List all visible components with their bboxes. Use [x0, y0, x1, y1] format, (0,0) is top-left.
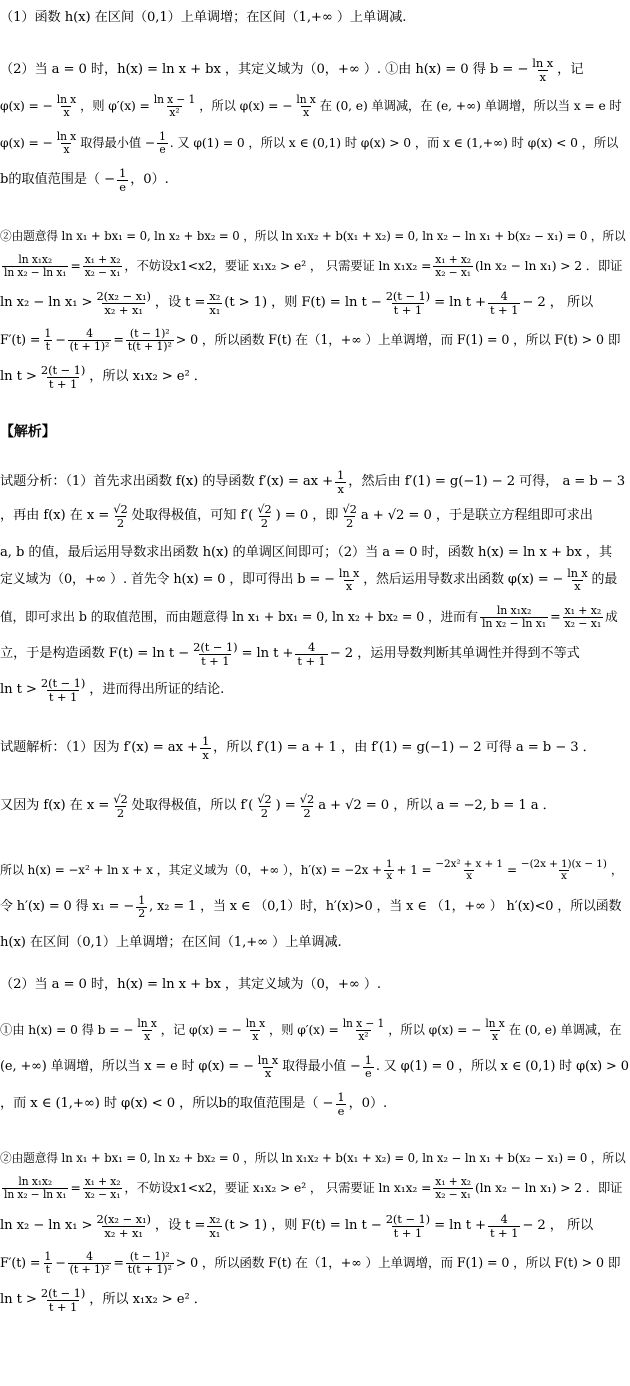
fraction-numerator: ln x [338, 566, 360, 580]
fraction-numerator: 2(t − 1) [385, 289, 431, 304]
fraction-numerator: 4 [500, 289, 508, 304]
fraction-numerator: 1 [44, 326, 52, 340]
fraction [39, 677, 87, 702]
text-run: a, b 的值，最后运用导数求出函数 h(x) 的单调区间即可；（2）当 a = 0 时，函数 h(x) = ln x + bx ，其 [0, 545, 612, 561]
text-run: ，0）. [348, 1096, 388, 1112]
text-run: ，所以 x₁x₂ > e² ． [89, 1292, 207, 1308]
text-run: + 1 = [396, 862, 432, 877]
fraction [483, 1018, 506, 1041]
text-run: 立，于是构造函数 F(t) = ln t − [0, 646, 190, 662]
fraction [94, 290, 152, 315]
fraction-denominator: x² [358, 1029, 369, 1043]
text-run: ①由 h(x) = 0 得 b = − [0, 1022, 134, 1037]
text-run: （1）函数 h(x) 在区间（0,1）上单调增；在区间（1,+∞ ）上单调减. [0, 10, 407, 26]
text-run: h(x) 在区间（0,1）上单调增；在区间（1,+∞ ）上单调减. [0, 935, 342, 951]
text-run: ，所以 φ(x) = − [388, 1022, 482, 1037]
text-run: ，所以 f′(1) = a + 1 ，由 f′(1) = g(−1) − 2 可得 a = b − 3 ． [213, 740, 596, 756]
text-run: ②由题意得 ln x₁ + bx₁ = 0, ln x₂ + bx₂ = 0 ，所以 ln x₁x₂ + b(x₁ + x₂) = 0, ln x₂ − ln x₁ + b(x₂ − x₁) = 0 ，所以 [0, 228, 626, 243]
fraction-numerator: ln x₁x₂ [496, 603, 532, 617]
text-line [0, 786, 630, 826]
text-run: 在 (0, e) 单调减，在 (e, +∞) 单调增，所以当 x = e 时 [319, 98, 622, 113]
fraction [563, 605, 604, 629]
text-run: = [70, 1180, 81, 1195]
fraction-denominator: x₂ − x₁ [84, 265, 121, 279]
fraction-numerator: 1 [364, 1053, 372, 1067]
fraction-denominator: x₂ − x₁ [84, 1187, 121, 1201]
fraction-denominator: ln x₂ − ln x₁ [4, 1187, 67, 1201]
fraction-denominator: t(t + 1)² [127, 1262, 172, 1276]
fraction [433, 1176, 473, 1199]
fraction [2, 1176, 68, 1199]
text-line [0, 160, 630, 200]
fraction [363, 1055, 374, 1080]
text-run: （2）当 a = 0 时，h(x) = ln x + bx ，其定义域为（0，+∞ ）. ①由 h(x) = 0 得 b = − [0, 62, 529, 78]
fraction-denominator: x₂ − x₁ [435, 1187, 471, 1201]
fraction-denominator: x₂ + x₁ [104, 302, 143, 317]
text-run: F′(t) = [0, 1255, 41, 1271]
fraction [335, 1091, 346, 1116]
fraction-denominator: t + 1 [393, 1225, 423, 1240]
fraction-numerator: ln x₁x₂ [18, 1175, 53, 1189]
fraction [55, 131, 78, 154]
text-line [0, 496, 630, 536]
fraction-numerator: ln x − 1 [342, 1017, 385, 1031]
fraction-numerator: ln x [485, 1017, 505, 1031]
text-run: − 2 ， 所以 [522, 1218, 594, 1234]
text-line [0, 1243, 630, 1283]
fraction-denominator: t + 1 [297, 653, 326, 668]
fraction [295, 641, 327, 666]
fraction-numerator: x₁ + x₂ [84, 1175, 121, 1189]
fraction-denominator: 2 [303, 805, 311, 820]
text-run: = ln t + [241, 646, 294, 662]
fraction [126, 328, 174, 352]
text-line [0, 86, 630, 126]
fraction-denominator: x₁ [209, 1225, 221, 1240]
fraction [207, 290, 222, 315]
fraction-denominator: x [202, 747, 209, 762]
text-run: 取得最小值 − [282, 1059, 361, 1075]
fraction-numerator: 1 [385, 857, 393, 870]
fraction-denominator: t + 1 [489, 1225, 519, 1240]
text-run: 值，即可求出 b 的取值范围，而由题意得 ln x₁ + bx₁ = 0, ln x₂ + bx₂ = 0 ，进而有 [0, 609, 479, 625]
text-run: = [113, 1255, 124, 1271]
fraction-numerator: ln x [296, 93, 316, 107]
text-run: ， [610, 862, 623, 877]
fraction-denominator: x₂ + x₁ [104, 1225, 143, 1240]
text-run: ，进而得出所证的结论. [89, 682, 225, 698]
fraction-denominator: x [539, 69, 546, 84]
text-run: 成 [605, 609, 618, 625]
text-run: > 0 ，所以函数 F(t) 在（1，+∞ ）上单调增，而 F(1) = 0 ，所以 F(t) > 0 即 [175, 1255, 621, 1271]
text-run: ln t > [0, 1292, 37, 1308]
text-run: ，所以 φ(x) = − [199, 98, 293, 113]
fraction-denominator: x [466, 869, 473, 882]
fraction [480, 605, 548, 629]
text-run: − 2 ， 所以 [522, 295, 594, 311]
fraction-numerator: x₁ + x₂ [435, 1175, 471, 1189]
text-line [0, 1280, 630, 1320]
fraction-denominator: t + 1 [48, 376, 78, 391]
text-run: 又因为 f(x) 在 x = [0, 798, 110, 814]
fraction-numerator: 1 [337, 1090, 345, 1105]
fraction-denominator: x [63, 105, 70, 119]
fraction-numerator: √2 [299, 792, 315, 807]
text-run: = [113, 332, 124, 348]
fraction-numerator: 2(t − 1) [385, 1212, 431, 1227]
fraction-denominator: t + 1 [201, 653, 230, 668]
fraction-denominator: t + 1 [48, 1299, 78, 1314]
fraction [83, 1176, 123, 1199]
fraction-denominator: x [345, 579, 353, 593]
fraction-denominator: t [45, 339, 50, 353]
fraction [42, 1251, 53, 1275]
text-run: ，然后运用导数求出函数 φ(x) = − [363, 572, 564, 588]
text-line [0, 728, 630, 768]
text-run: 处取得极值，可知 f′( [131, 508, 254, 524]
text-line [0, 972, 630, 998]
text-line [0, 1168, 630, 1208]
fraction [2, 254, 68, 277]
text-run: − 2 ，运用导数判断其单调性并得到不等式 [329, 646, 580, 662]
text-run: = [70, 258, 81, 273]
fraction-denominator: x [252, 1029, 259, 1043]
fraction-numerator: 4 [500, 1212, 508, 1227]
text-run: ，则 φ′(x) = [269, 1022, 339, 1037]
fraction [433, 254, 473, 277]
fraction-numerator: 4 [86, 326, 93, 340]
fraction-numerator: 2(t − 1) [40, 1286, 86, 1301]
fraction-denominator: t [45, 1262, 50, 1276]
text-line [0, 930, 630, 956]
fraction [565, 568, 589, 593]
text-run: ，而 x ∈ (1,+∞) 时 φ(x) < 0 ，所以b的取值范围是（ − [0, 1096, 334, 1112]
fraction [298, 793, 316, 818]
fraction-numerator: ln x [532, 56, 554, 71]
fraction-numerator: 1 [44, 1249, 52, 1263]
text-run: 试题分析：（1）首先求出函数 f(x) 的导函数 f′(x) = ax + [0, 474, 334, 490]
fraction [126, 1251, 174, 1275]
text-run: ，记 [557, 62, 584, 78]
fraction-numerator: x₂ [209, 289, 221, 304]
fraction [39, 1287, 87, 1312]
text-run: 定义域为（0，+∞ ）. 首先令 h(x) = 0 ，即可得出 b = − [0, 572, 335, 588]
fraction-denominator: e [159, 142, 166, 156]
text-run: φ(x) = − [0, 98, 53, 113]
text-run: ln x₂ − ln x₁ > [0, 1218, 93, 1234]
text-run: > 0 ，所以函数 F(t) 在（1，+∞ ）上单调增，而 F(1) = 0 ，所以 F(t) > 0 即 [175, 332, 621, 348]
fraction [335, 469, 346, 494]
fraction-numerator: ln x [56, 130, 77, 144]
fraction-numerator: 2(t − 1) [40, 363, 86, 378]
fraction [136, 895, 147, 920]
fraction [256, 1055, 280, 1080]
fraction-denominator: x [337, 481, 344, 495]
fraction [200, 735, 211, 760]
fraction-denominator: t + 1 [393, 302, 423, 317]
fraction [68, 1251, 112, 1275]
fraction-numerator: −(2x + 1)(x − 1) [520, 857, 607, 870]
fraction-numerator: −2x² + x + 1 [435, 857, 503, 870]
fraction [55, 94, 78, 117]
fraction [157, 131, 168, 154]
text-run: 在 (0, e) 单调减，在 [508, 1022, 622, 1037]
fraction-denominator: 2 [260, 805, 269, 820]
fraction-numerator: √2 [342, 502, 357, 517]
text-run: (ln x₂ − ln x₁) > 2 ．即证 [474, 258, 623, 273]
text-run: ，0）. [130, 172, 169, 188]
text-run: ②由题意得 ln x₁ + bx₁ = 0, ln x₂ + bx₂ = 0 ，所以 ln x₁x₂ + b(x₁ + x₂) = 0, ln x₂ − ln x₁ + b(x₂ − x₁) = 0 ，所以 [0, 1150, 626, 1165]
fraction-denominator: x₂ − x₁ [564, 616, 602, 630]
fraction-numerator: 2(t − 1) [193, 640, 238, 655]
fraction [294, 94, 317, 117]
fraction-denominator: t(t + 1)² [127, 339, 172, 353]
text-line [0, 1047, 630, 1087]
text-run: − [55, 1255, 66, 1271]
text-line [0, 5, 630, 31]
fraction [488, 1213, 520, 1238]
fraction-numerator: ln x [245, 1017, 266, 1031]
fraction-numerator: 2(x₂ − x₁) [96, 289, 151, 304]
fraction-denominator: ln x₂ − ln x₁ [482, 616, 547, 630]
text-run: 的最 [591, 572, 618, 588]
text-run: 所以 h(x) = −x² + ln x + x ，其定义域为（0，+∞ ），h′(x) = −2x + [0, 862, 382, 877]
fraction-numerator: √2 [257, 792, 272, 807]
text-run: ln t > [0, 369, 37, 385]
fraction-denominator: x [264, 1066, 272, 1080]
fraction-numerator: 1 [159, 130, 166, 144]
fraction-denominator: x [303, 105, 310, 119]
text-run: . 又 φ(1) = 0 ，所以 x ∈ (0,1) 时 φ(x) > 0 [375, 1059, 629, 1075]
fraction-numerator: x₁ + x₂ [84, 253, 121, 267]
fraction [42, 328, 53, 352]
fraction-numerator: 1 [138, 893, 146, 907]
text-run: 令 h′(x) = 0 得 x₁ = − [0, 899, 135, 915]
fraction-numerator: 2(t − 1) [40, 676, 86, 691]
fraction-denominator: ln x₂ − ln x₁ [4, 265, 67, 279]
fraction-numerator: ln x − 1 [153, 93, 196, 107]
fraction [244, 1018, 267, 1041]
fraction-numerator: x₂ [209, 1212, 221, 1227]
text-run: ，设 t = [154, 295, 206, 311]
text-line [0, 670, 630, 710]
text-run: , x₂ = 1 ，当 x ∈ （0,1）时，h′(x)>0 ，当 x ∈ （1，+∞ ） h′(x)<0 ，所以函数 [149, 899, 622, 915]
text-line [0, 597, 630, 637]
fraction-denominator: x [144, 1029, 151, 1043]
text-run: ln t > [0, 682, 37, 698]
text-line [0, 283, 630, 323]
fraction [39, 364, 87, 389]
fraction [255, 503, 273, 528]
fraction-numerator: 1 [119, 166, 127, 181]
text-run: . 又 φ(1) = 0 ，所以 x ∈ (0,1) 时 φ(x) > 0 ，而 x ∈ (1,+∞) 时 φ(x) < 0 ，所以 [169, 135, 619, 150]
fraction-numerator: √2 [113, 792, 128, 807]
fraction [341, 1018, 386, 1041]
text-run: ，不妨设x1<x2，要证 x₁x₂ > e² ， 只需要证 ln x₁x₂ = [124, 1180, 432, 1195]
fraction-denominator: 2 [260, 515, 269, 530]
fraction-denominator: e [337, 1103, 345, 1118]
text-line [0, 1010, 630, 1050]
fraction-denominator: e [119, 179, 126, 194]
fraction-denominator: 2 [138, 906, 146, 920]
text-line [0, 850, 630, 890]
text-line [0, 246, 630, 286]
fraction [340, 503, 358, 528]
text-line [0, 634, 630, 674]
text-run: ，则 φ′(x) = [80, 98, 150, 113]
fraction-numerator: 4 [307, 640, 316, 655]
fraction-numerator: x₁ + x₂ [435, 253, 471, 267]
fraction [111, 793, 129, 818]
fraction-numerator: ln x [567, 566, 588, 580]
text-line [0, 357, 630, 397]
fraction [152, 94, 197, 117]
text-run: (ln x₂ − ln x₁) > 2 ．即证 [474, 1180, 623, 1195]
fraction-numerator: (t − 1)² [129, 1249, 170, 1263]
fraction-numerator: ln x [56, 93, 77, 107]
text-run: ) = 0 ，即 [275, 508, 339, 524]
text-run: (t > 1) ，则 F(t) = ln t − [224, 295, 382, 311]
fraction [337, 568, 361, 593]
fraction [384, 1213, 432, 1238]
text-run: 【解析】 [0, 423, 56, 440]
fraction-numerator: (t − 1)² [129, 326, 170, 340]
fraction-numerator: ln x [257, 1053, 279, 1067]
text-run: ，所以 x₁x₂ > e² ． [89, 369, 207, 385]
fraction-numerator: 2(x₂ − x₁) [96, 1212, 151, 1227]
text-run: a + √2 = 0 ，所以 a = −2, b = 1 a ． [318, 798, 556, 814]
text-run: a + √2 = 0 ，于是联立方程组即可求出 [360, 508, 593, 524]
fraction-denominator: 2 [116, 515, 125, 530]
fraction-denominator: x₂ − x₁ [435, 265, 471, 279]
fraction-denominator: t + 1 [48, 689, 78, 704]
fraction [83, 254, 123, 277]
text-run: F′(t) = [0, 332, 41, 348]
fraction [255, 793, 273, 818]
text-line [0, 560, 630, 600]
text-run: (e, +∞) 单调增，所以当 x = e 时 φ(x) = − [0, 1059, 254, 1075]
text-run: 取得最小值 − [80, 135, 156, 150]
text-run: = ln t + [434, 1218, 486, 1234]
text-run: ，然后由 f′(1) = g(−1) − 2 可得， a = b − 3 [348, 474, 626, 490]
text-line [0, 1206, 630, 1246]
fraction [135, 1018, 158, 1041]
text-line [0, 1084, 630, 1124]
section-heading [0, 419, 630, 445]
fraction [191, 641, 239, 666]
fraction-denominator: e [365, 1066, 372, 1080]
fraction [433, 859, 505, 882]
fraction-denominator: x² [169, 105, 180, 119]
fraction [488, 290, 520, 315]
fraction-denominator: (t + 1)² [69, 1262, 110, 1276]
fraction [207, 1213, 222, 1238]
text-run: = ln t + [434, 295, 486, 311]
text-run: − [55, 332, 66, 348]
text-run: (t > 1) ，则 F(t) = ln t − [224, 1218, 382, 1234]
text-run: = [550, 609, 561, 625]
fraction [68, 328, 112, 352]
fraction [519, 859, 609, 882]
text-run: ，再由 f(x) 在 x = [0, 508, 110, 524]
fraction-denominator: x [492, 1029, 498, 1043]
text-run: ) = [275, 798, 296, 814]
fraction-numerator: 4 [86, 1249, 93, 1263]
fraction-numerator: √2 [257, 502, 272, 517]
fraction-denominator: x [560, 869, 567, 882]
text-run: ln x₂ − ln x₁ > [0, 295, 93, 311]
fraction-denominator: 2 [346, 515, 354, 530]
text-line [0, 50, 630, 90]
text-run: 处取得极值，所以 f′( [131, 798, 254, 814]
text-run: 试题解析：（1）因为 f′(x) = ax + [0, 740, 198, 756]
fraction-denominator: x [386, 869, 393, 882]
fraction-numerator: √2 [113, 502, 128, 517]
text-run: ，记 φ(x) = − [160, 1022, 242, 1037]
fraction-numerator: 1 [201, 734, 210, 749]
text-run: b的取值范围是（ − [0, 172, 115, 188]
text-line [0, 320, 630, 360]
fraction-numerator: ln x₁x₂ [18, 253, 53, 267]
fraction-denominator: (t + 1)² [69, 339, 110, 353]
fraction-denominator: t + 1 [489, 302, 519, 317]
fraction-denominator: x [574, 579, 581, 593]
text-run: （2）当 a = 0 时，h(x) = ln x + bx ，其定义域为（0，+∞ ）. [0, 977, 381, 993]
text-run: ，设 t = [154, 1218, 206, 1234]
text-line [0, 887, 630, 927]
fraction-denominator: x [63, 142, 70, 156]
fraction [111, 503, 129, 528]
fraction-numerator: 1 [337, 469, 345, 483]
fraction [94, 1213, 152, 1238]
text-run: ，不妨设x1<x2，要证 x₁x₂ > e² ， 只需要证 ln x₁x₂ = [124, 258, 432, 273]
fraction-denominator: x₁ [209, 302, 221, 317]
fraction-numerator: ln x [137, 1017, 157, 1031]
fraction-denominator: 2 [116, 805, 125, 820]
text-line [0, 469, 630, 495]
text-line [0, 123, 630, 163]
fraction [530, 57, 555, 82]
text-run: = [506, 862, 517, 877]
fraction-numerator: x₁ + x₂ [564, 603, 602, 617]
fraction [384, 290, 432, 315]
fraction [117, 167, 128, 192]
fraction [384, 859, 395, 882]
text-run: φ(x) = − [0, 135, 53, 150]
